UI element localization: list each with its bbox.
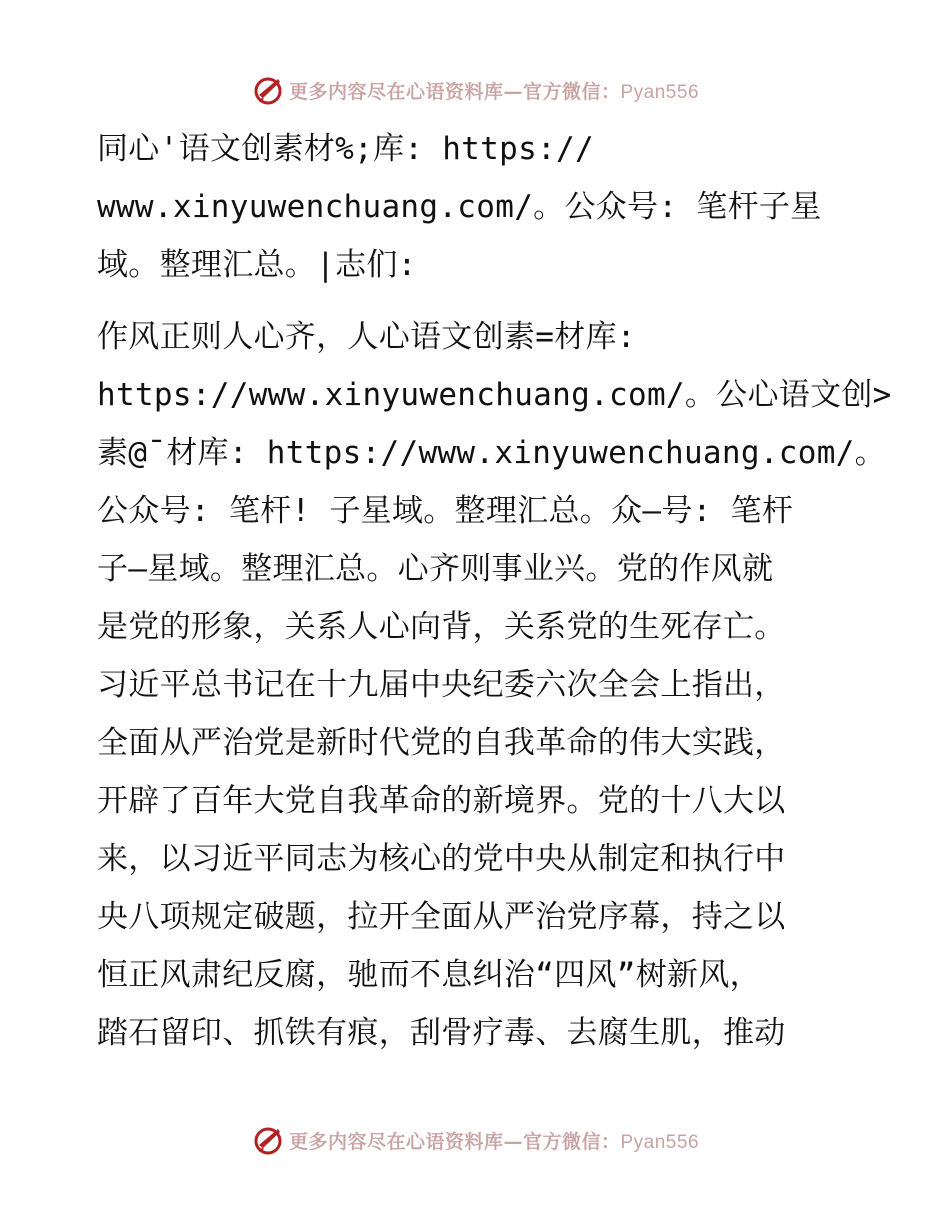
quill-pen-circle-icon	[251, 1123, 285, 1157]
paragraph2-line: 子—星域。整理汇总。心齐则事业兴。党的作风就	[97, 551, 774, 587]
paragraph2-line: 踏石留印、抓铁有痕，刮骨疗毒、去腐生肌，推动	[97, 1015, 786, 1051]
paragraph2-line: 恒正风肃纪反腐，驰而不息纠治“四风”树新风，	[97, 957, 761, 993]
footer-wechat-id: Pyan556	[620, 1131, 700, 1153]
paragraph1-line: 同心'语文创素材%;库: https://	[97, 131, 594, 167]
document-body	[97, 120, 892, 1062]
footer-banner	[0, 1120, 950, 1160]
paragraph2-line: 开辟了百年大党自我革命的新境界。党的十八大以	[97, 783, 786, 819]
paragraph1-line: www.xinyuwenchuang.com/。公众号: 笔杆子星	[97, 189, 822, 225]
paragraph2-line: 作风正则人心齐，人心语文创素=材库:	[97, 319, 636, 355]
paragraph2-line: 习近平总书记在十九届中央纪委六次全会上指出，	[97, 667, 786, 703]
paragraph2-line: https://www.xinyuwenchuang.com/。公心语文创>	[97, 377, 892, 413]
paragraph2-line: 来，以习近平同志为核心的党中央从制定和执行中	[97, 841, 786, 877]
header-wechat-id: Pyan556	[620, 81, 700, 103]
paragraph2-line: 全面从严治党是新时代党的自我革命的伟大实践，	[97, 725, 786, 761]
paragraph2-line: 央八项规定破题，拉开全面从严治党序幕，持之以	[97, 899, 786, 935]
paragraph2-line: 是党的形象，关系人心向背，关系党的生死存亡。	[97, 609, 786, 645]
paragraph2-line: 公众号: 笔杆! 子星域。整理汇总。众—号: 笔杆	[97, 493, 794, 529]
header-banner	[0, 70, 950, 110]
quill-pen-circle-icon	[251, 73, 285, 107]
paragraph1-line: 域。整理汇总。|志们:	[97, 247, 417, 283]
paragraph2-line: 素@¯材库: https://www.xinyuwenchuang.com/。	[97, 435, 886, 471]
footer-banner-text: 更多内容尽在心语资料库—官方微信：Pyan556	[288, 1130, 700, 1153]
header-banner-text: 更多内容尽在心语资料库—官方微信：Pyan556	[288, 80, 700, 103]
paragraph-gap	[97, 294, 857, 308]
